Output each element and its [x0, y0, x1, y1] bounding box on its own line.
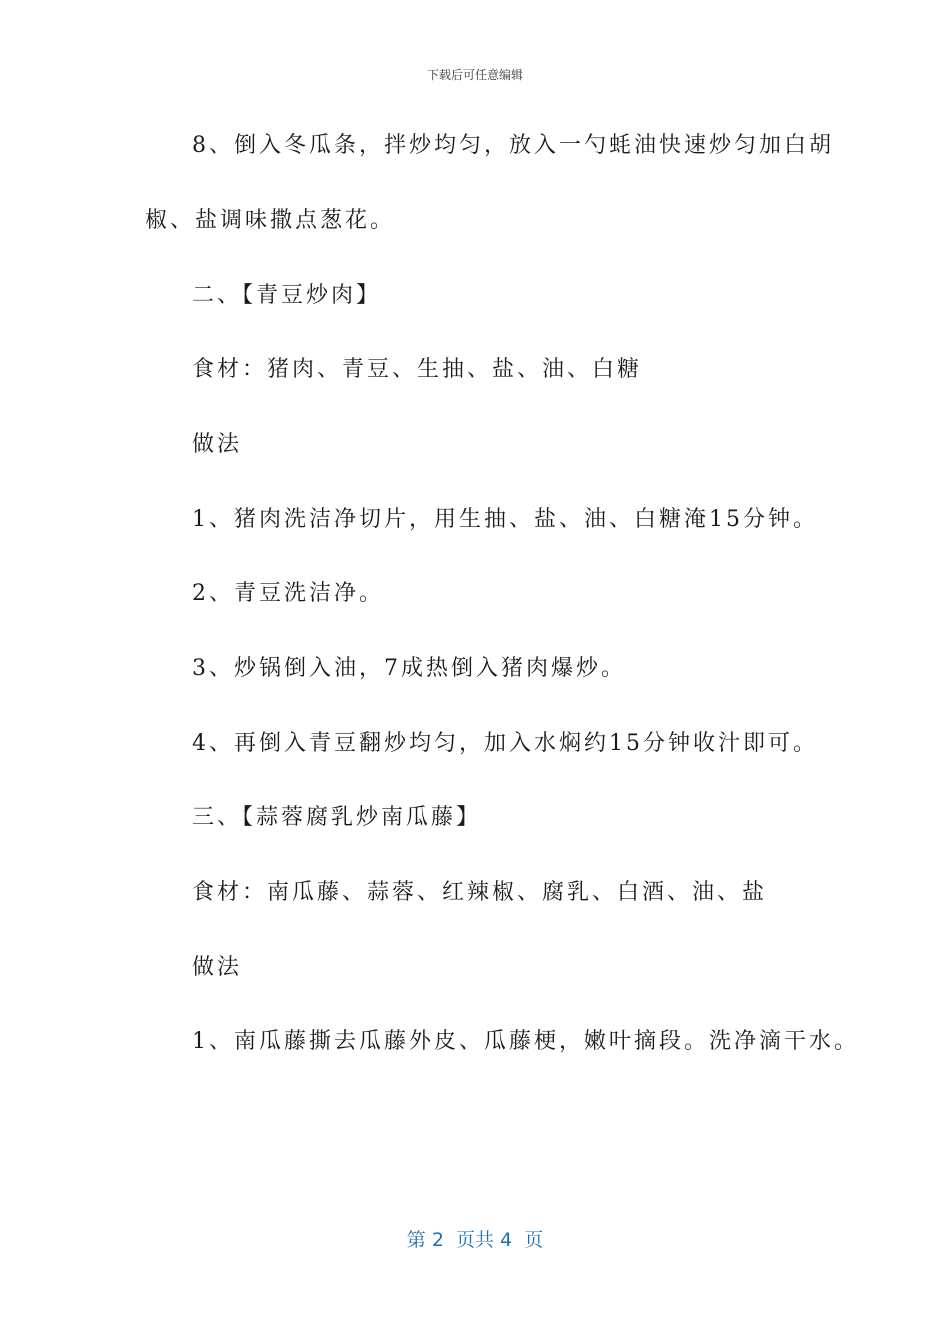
section-2-step-3: 3、炒锅倒入油，7成热倒入猪肉爆炒。: [192, 656, 626, 681]
section-3-title: 三、【蒜蓉腐乳炒南瓜藤】: [192, 805, 482, 830]
section-2-step-4: 4、再倒入青豆翻炒均匀，加入水焖约15分钟收汁即可。: [192, 731, 818, 756]
section-3-method-heading: 做法: [192, 955, 243, 980]
page-number-footer: 第 2 页共 4 页: [406, 1229, 544, 1251]
step-8-line-2: 椒、盐调味撒点葱花。: [145, 208, 396, 233]
section-2-title: 二、【青豆炒肉】: [192, 283, 382, 308]
section-2-step-1: 1、猪肉洗洁净切片，用生抽、盐、油、白糖淹15分钟。: [192, 507, 818, 532]
section-3-ingredients: 食材：南瓜藤、蒜蓉、红辣椒、腐乳、白酒、油、盐: [192, 880, 768, 905]
page-header: 下载后可任意编辑: [426, 68, 523, 82]
section-2-ingredients: 食材：猪肉、青豆、生抽、盐、油、白糖: [192, 357, 643, 382]
section-2-step-2: 2、青豆洗洁净。: [192, 581, 384, 606]
step-8-line-1: 8、倒入冬瓜条，拌炒均匀，放入一勺蚝油快速炒匀加白胡: [192, 133, 834, 158]
section-3-step-1: 1、南瓜藤撕去瓜藤外皮、瓜藤梗，嫩叶摘段。洗净滴干水。: [192, 1029, 859, 1054]
section-2-method-heading: 做法: [192, 432, 243, 457]
